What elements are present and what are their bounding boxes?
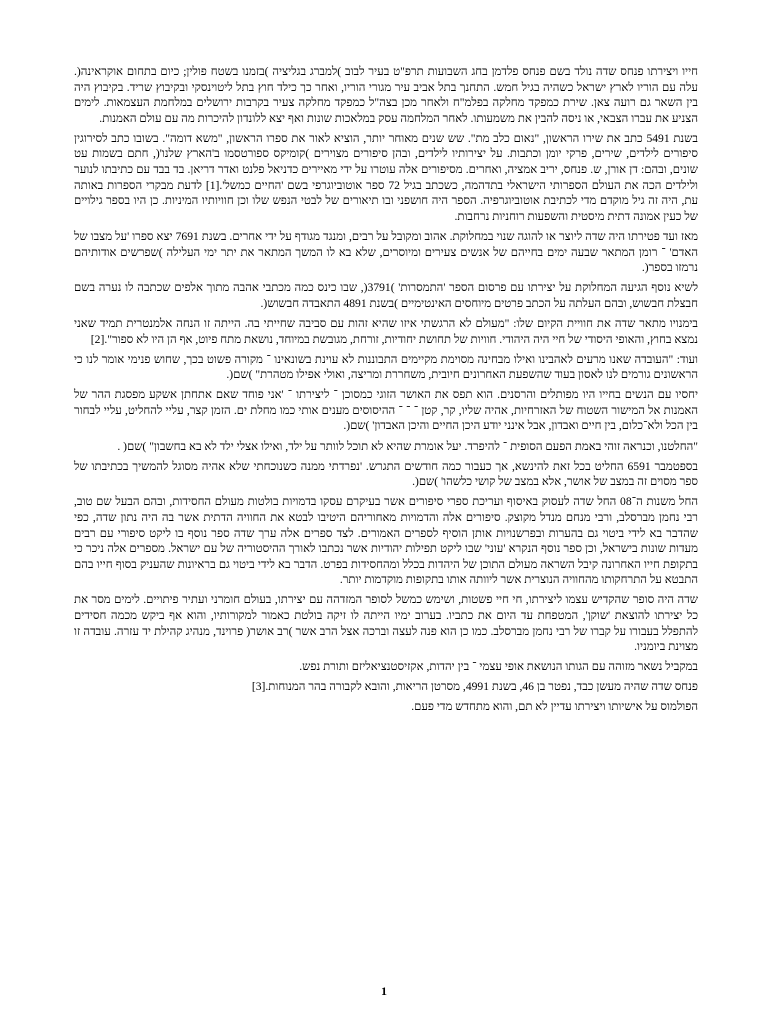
paragraph-death: פנחס שדה שהיה מעשן כבד, נפטר בן 46, בשנת 4991, מסרטן הריאות, והובא לקבורה בהר המנוחות.[3]	[251, 680, 698, 694]
paragraph-marriage: בספטמבר 6591 החליט בכל זאת להינשא, אך כעבור כמה חודשים התגרש. 'נפרדתי ממנה כשנוכחתי שלא אהיה מסוגל להמשיך בכתיבתו של ספר מסוים זה במצב של אושר, אלא במצב של קושי כלשהו' )שם(.	[74, 459, 698, 489]
paragraph-relationships: יחסיו עם הנשים בחייו היו מפותלים והרסנים. הוא תפס את האושר הזוגי כמסוכן ־ ליצירתו ־ 'אני פוחד שאם אתחתן אשקע מפסגת ההר של האמנות אל המישור השטוח של האזרחיות, אהיה שליו, קר, קטן ־ ־ ־ ההיסוסים מענים אותי כמו מחלת ים. הזמן קצר, עליי להחליט, עליי לבחור בין הכל ולא־כלום, בין חיים ואבדון, אבל אינני יודע היכן החיים והיכן האבדון' )שם(.	[74, 388, 698, 433]
paragraph-biography: חייו ויצירתו פנחס שדה נולד בשם פנחס פלדמן בחג השבועות תרפ"ט בעיר לבוב )למברג בגליציה )בזמנו בשטח פולין; כיום בתחום אוקראינה(. עלה עם הוריו לארץ ישראל כשהיה בגיל חמש. התחנך בתל אביב עיר מגורי הוריו, ואחר כך כילד חוץ בתל ליטוינסקי ובקיבוץ שריד. בקיבוץ היה בין השאר גם רועה צאן. שירת כמפקד מחלקה בפלמ"ח ולאחר מכן בצה"ל כמפקד מחלקה צעיר בקרבות ירושלים במלחמת העצמאות. לימים הצניע את עברו הצבאי, או ניסה להבין את משמעותו. לאחר המלחמה עסק במלאכות שונות ואף יצא ללונדון להיכרות מה עם עולם האמנות.	[74, 65, 698, 125]
page-number: 1	[381, 984, 387, 998]
paragraph-diary-quote-2: ועוד: "העובדה שאנו מרעים לאהבינו ואילו מבחינה מסוימת מקיימים התבוננות לא עוינת בשונאינו ־ מקורה פשוט בכך, שחוש פנימי אומר לנו כי הראשונים גורמים לנו לאסון בעוד שהשפעת האחרונים חיובית, משחררת ומריצה, ואולי אפילו מטהרת" )שם(.	[74, 352, 698, 382]
paragraph-first-works: בשנת 5491 כתב את שירו הראשון, "נאום כלב מת". שש שנים מאוחר יותר, הוציא לאור את ספרו הראשון, "משא דומה". בשובו כתב לסירוגין סיפורים לילדים, שירים, פרקי יומן וכתבות. על יצירותיו לילדים, ובהן סיפורים מצוירים )קומיקס ספורטסמו ב'הארץ שלנו'(, חתם בשמות עט שונים, ובהם: דן אורן, ש. פנחס, יריב אמציה, ואחרים. מסיפורים אלה עוטרו על ידי מאיירים כדניאל פלנט ואדר דריאן. בד בבד עם כתיבתו לנוער ולילדים הכה את העולם הספרותי הישראלי בתדהמה, כשכתב בגיל 72 ספר אוטוביוגרפי בשם 'החיים כמשל'.[1] לדעת מבקרי הספרות באותה עת, היה זה גיל מוקדם מדי לכתיבת אוטוביוגרפיה. הספר היה חושפני ובו תיאורים של לבטי הנפש שלו וכן חוויותיו המיניות. כן היו בספר גילויים של כעין אמונה דתית מיסטית והשפעות רוחניות נרחבות.	[74, 131, 698, 223]
paragraph-identity: במקביל נשאר מזוהה עם הגותו הנושאת אופי עצמי ־ בין יהדות, אקזיסטנציאליזם ותורת נפש.	[299, 660, 698, 674]
paragraph-writer-life: שדה היה סופר שהקדיש עצמו ליצירתו, חי חיי פשטות, ושימש כמשל לסופר המזדהה עם יצירתו, בעולם חומרני ועתיר פיתויים. לימים מסר את כל יצירתו להוצאת 'שוקן', המטפחת עד היום את כתביו. בערוב ימיו הייתה לו זיקה בולטת כאמור למקורותיו, והוא אף ביקש מכמה חסידים להתפלל בעבורו על קברו של רבי נחמן מברסלב. כמו כן הוא פנה לעצה וברכה אצל הרב אשר )רב אושר( פרוינד, מנהיג קהילת יד עזרה. עובדה זו מצוינת ביומניו.	[74, 593, 698, 654]
paragraph-hasidic-stories: החל משנות ה־08 החל שדה לעסוק באיסוף ועריכת ספרי סיפורים אשר בעיקרם עסקו בדמויות בולטות מעולם החסידות, ובהם הבעל שם טוב, רבי נחמן מברסלב, ורבי מנחם מנדל מקוצק. סיפורים אלה והדמויות מאחוריהם היטיבו לבטא את החוויה הדתית אשר בה היה נתון שדה, כפי שהדבר בא לידי ביטוי גם בהערות ובפרשנויות אותן הוסיף לספרים האמורים. לצד ספרים אלה ערך שדה ספר נוסף בו ליקט סיפורי עם רבים מעדות שונות בישראל, וכן ספר נוסף הנקרא 'עוני' שבו ליקט תפילות יהודיות אשר נכתבו לאורך ההיסטוריה של עם ישראל. מספרים אלה ניכר כי בתקופת חייו האחרונה קיבל השראה מעולם התוכן של היהדות בכלל ומהחסידות בפרט. הדבר בא לידי ביטוי גם בראיונות שהעניק בסוף חייו בהם התבטא על התרחקותו מהחוויה הנוצרית אשר ליוותה אותו בתקופות מוקדמות יותר.	[74, 495, 699, 587]
paragraph-controversy: מאז ועד פטירתו היה שדה ליוצר או להוגה שנוי במחלוקת. אהוב ומקובל על רבים, ומנגד מגודף על ידי אחרים. בשנת 7691 יצא ספרו 'על מצבו של האדם' ־ רומן המתאר שבעה ימים בחייהם של אנשים צעירים ומיוסרים, שלא בא לו המשך המתאר את יתר ימי העלילה )שפרשים אודותיהם נרמזו בספר(.	[74, 229, 698, 275]
paragraph-legacy: הפולמוס על אישיותו ויצירתו עדיין לא תם, והוא מתחדש מדי פעם.	[411, 700, 698, 714]
document-body	[74, 64, 698, 720]
paragraph-devotion-book: לשיא נוסף הגיעה המחלוקת על יצירתו עם פרסום הספר 'התמסרות' )3791(, שבו כינס כמה מכתבי אהבה מתוך אלפים שכתבה לו נערה בשם חבצלת חבשוש, ובהם העלתה על הכתב פרטים מיוחסים האינטימיים )בשנת 4891 התאבדה חבשוש(.	[74, 281, 698, 310]
paragraph-diary-quote: בימנויו מתאר שדה את חוויית הקיום שלו: "מעולם לא הרגשתי איזו שהיא זהות עם סביבה שחייתי בה. הייתה זו הנחה אלמנטרית תמיד שאני נמצא בחוץ, והאופי היסודי של חיי היה היהודי. חוויות של תחושת יחודיות, זורחת, מגובשת במיוחד, נושאת מתח פיוט, אף הן היו לא ספור".[2]	[74, 316, 698, 346]
paragraph-separation-quote: "החלטנו, וכנראה זוהי באמת הפעם הסופית ־ להיפרד. יעל אומרת שהיא לא תוכל לוותר על ילד, ואילו אצלי ילד לא בא בחשבון" )שם( .	[117, 439, 698, 453]
